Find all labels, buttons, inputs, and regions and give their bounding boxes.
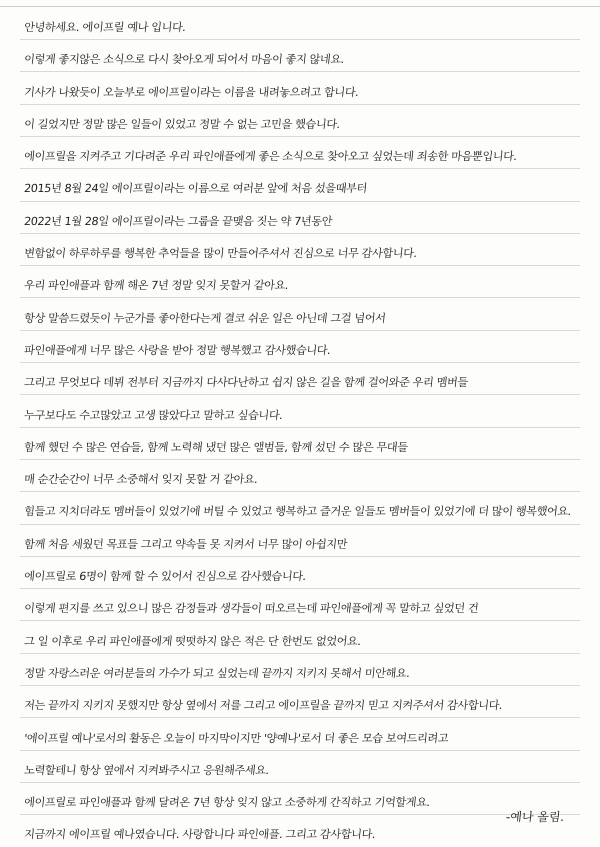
letter-line: 함께 처음 세웠던 목표들 그리고 약속들 못 지켜서 너무 많이 아쉽지만 xyxy=(23,537,348,551)
paper-top-rule xyxy=(0,6,600,7)
letter-body xyxy=(24,12,580,847)
letter-line: 이 길었지만 정말 많은 일들이 있었고 정말 수 없는 고민을 했습니다. xyxy=(23,117,341,131)
letter-line: 저는 끝까지 지키지 못했지만 항상 옆에서 저를 그리고 에이프릴을 끝까지 믿고 지켜주셔서 감사합니다. xyxy=(23,699,503,713)
letter-line: 에이프릴로 파인애플과 함께 달려온 7년 항상 잊지 않고 소중하게 간직하고 기억할게요. xyxy=(23,796,431,810)
letter-line: 안녕하세요. 에이프릴 예나 입니다. xyxy=(23,21,187,34)
letter-line: 누구보다도 수고많았고 고생 많았다고 말하고 싶습니다. xyxy=(23,408,284,422)
letter-line: 변함없이 하루하루를 행복한 추억들을 많이 만들어주셔서 진심으로 너무 감사합니다. xyxy=(23,247,418,261)
letter-line: 에이프릴을 지켜주고 기다려준 우리 파인애플에게 좋은 소식으로 찾아오고 싶었는데 죄송한 마음뿐입니다. xyxy=(23,150,518,164)
letter-line: 지금까지 에이프릴 예나였습니다. 사랑합니다 파인애플. 그리고 감사합니다. xyxy=(23,828,376,842)
letter-signature: -예나 올림. xyxy=(504,810,565,824)
letter-line: 매 순간순간이 너무 소중해서 잊지 못할 거 같아요. xyxy=(23,473,259,487)
letter-line: 힘들고 지치더라도 멤버들이 있었기에 버틸 수 있었고 행복하고 즐거운 일들도 멤버들이 있었기에 더 많이 행복했어요. xyxy=(23,505,572,519)
letter-line: 이렇게 편지를 쓰고 있으니 많은 감정들과 생각들이 떠오르는데 파인애플에게 꼭 말하고 싶었던 건 xyxy=(23,602,479,616)
letter-line: 이렇게 좋지않은 소식으로 다시 찾아오게 되어서 마음이 좋지 않네요. xyxy=(23,53,345,67)
letter-line: 함께 했던 수 많은 연습들, 함께 노력해 냈던 많은 앨범들, 함께 섰던 수 많은 무대들 xyxy=(23,440,409,454)
letter-line: 그리고 무엇보다 데뷔 전부터 지금까지 다사다난하고 쉽지 않은 길을 함께 걸어와준 우리 멤버들 xyxy=(23,376,469,390)
letter-line: '에이프릴 예나'로서의 활동은 오늘이 마지막이지만 '양예나'로서 더 좋은 모습 보여드리려고 xyxy=(23,731,449,745)
letter-line: 정말 자랑스러운 여러분들의 가수가 되고 싶었는데 끝까지 지키지 못해서 미안해요. xyxy=(23,666,411,680)
letter-line: 노력할테니 항상 옆에서 지켜봐주시고 응원해주세요. xyxy=(23,763,270,777)
letter-line: 파인애플에게 너무 많은 사랑을 받아 정말 행복했고 감사했습니다. xyxy=(23,343,332,357)
letter-line: 2022년 1월 28일 에이프릴이라는 그룹을 끝맺음 짓는 약 7년동안 xyxy=(23,214,333,228)
letter-line: 우리 파인애플과 함께 해온 7년 정말 잊지 못할거 같아요. xyxy=(23,279,289,293)
letter-line: 2015년 8월 24일 에이프릴이라는 이름으로 여러분 앞에 처음 섰을때부터 xyxy=(23,182,368,196)
letter-line: 항상 말씀드렸듯이 누군가를 좋아한다는게 결코 쉬운 일은 아닌데 그걸 넘어서 xyxy=(23,311,387,325)
letter-line: 그 일 이후로 우리 파인애플에게 떳떳하지 않은 적은 단 한번도 없었어요. xyxy=(23,634,362,648)
letter-line: 에이프릴로 6명이 함께 할 수 있어서 진심으로 감사했습니다. xyxy=(23,570,307,584)
letter-line: 기사가 나왔듯이 오늘부로 에이프릴이라는 이름을 내려놓으려고 합니다. xyxy=(23,85,360,99)
